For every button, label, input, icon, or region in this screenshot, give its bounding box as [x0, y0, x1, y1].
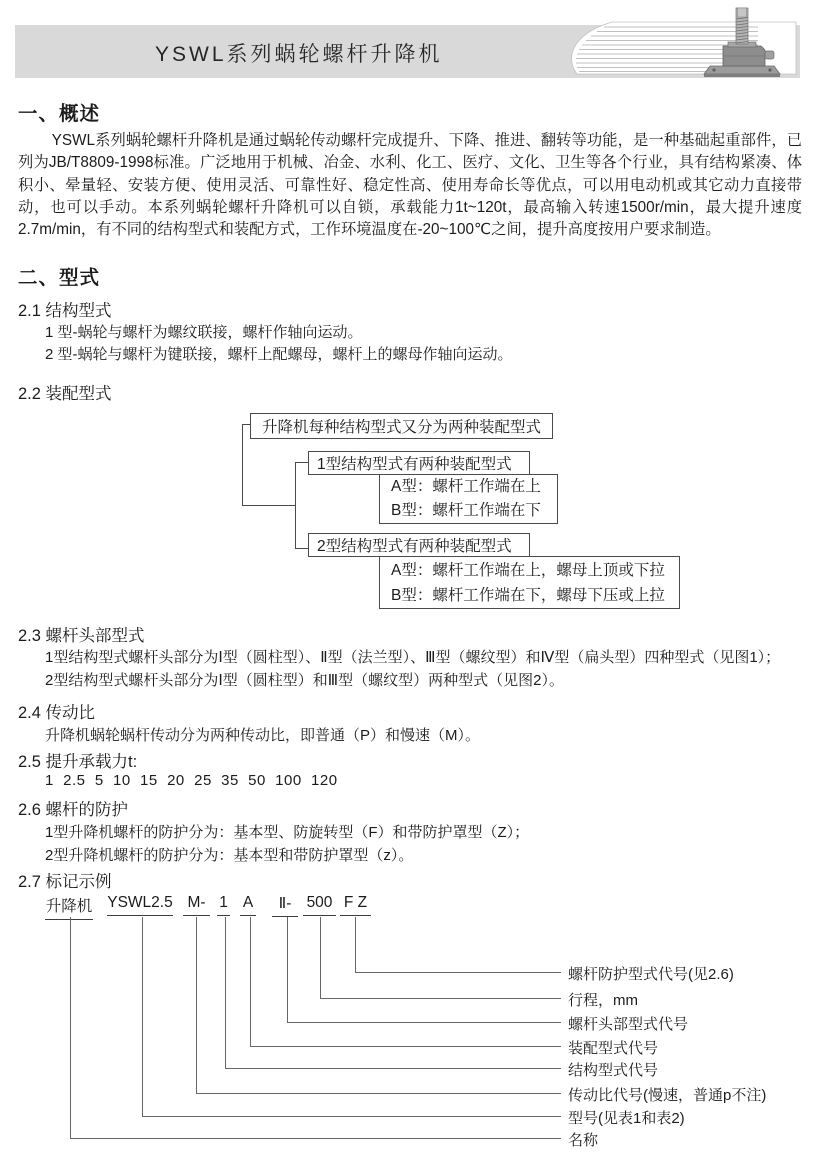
marking-token-structure: 1 [217, 894, 230, 916]
marking-token-assembly: A [240, 894, 256, 916]
callout-label: 传动比代号(慢速，普通p不注) [568, 1087, 767, 1104]
overview-paragraph: YSWL系列蜗轮螺杆升降机是通过蜗轮传动螺杆完成提升、下降、推进、翻转等功能，是一种基础起重部件，已列为JB/T8809-1998标准。广泛地用于机械、冶金、水利、化工、医疗、文化、卫生等各个行业，具有结构紧凑、体积小、晕量轻、安装方便、使用灵活、可靠性好、稳定性高、使用寿命长等优点，可以用电动机或其它动力直接带动，也可以手动。本系列蜗轮螺杆升降机可以自锁，承载能力1t~120t，最高输入转速1500r/min，最大提升速度2.7m/min，有不同的结构型式和装配方式，工作环境温度在-20~100℃之间，提升高度按用户要求制造。 [18, 132, 802, 239]
page-title: YSWL系列蜗轮螺杆升降机 [155, 43, 443, 66]
diagram-connector [242, 505, 295, 506]
marking-token-ratio: M- [183, 894, 210, 916]
diagram-box-root: 升降机每种结构型式又分为两种装配型式 [250, 413, 553, 439]
diagram-line: A型：螺杆工作端在上，螺母上顶或下拉 [391, 561, 665, 579]
section-2-1-heading: 2.1 结构型式 [18, 302, 112, 320]
marking-token-protection: F Z [340, 894, 371, 916]
diagram-line: B型：螺杆工作端在下 [391, 502, 541, 519]
marking-token-head: Ⅱ- [272, 894, 298, 917]
body-line: 2型结构型式螺杆头部分为Ⅰ型（圆柱型）和Ⅲ型（螺纹型）两种型式（见图2）。 [45, 672, 564, 689]
body-line: 1型结构型式螺杆头部分为Ⅰ型（圆柱型）、Ⅱ型（法兰型）、Ⅲ型（螺纹型）和Ⅳ型（扁头型）四种型式（见图1）； [45, 649, 781, 666]
diagram-connector [296, 462, 308, 463]
diagram-box-type1: 1型结构型式有两种装配型式 [308, 451, 530, 475]
section-2-heading: 二、型式 [18, 267, 101, 289]
section-2-6-heading: 2.6 螺杆的防护 [18, 801, 129, 819]
callout-label: 行程，mm [568, 992, 638, 1009]
body-line: 2型升降机螺杆的防护分为：基本型和带防护罩型（z）。 [45, 847, 414, 864]
diagram-connector [242, 424, 251, 506]
section-2-4-heading: 2.4 传动比 [18, 704, 96, 722]
callout-label: 结构型式代号 [568, 1062, 659, 1079]
diagram-box-type2-variants [379, 556, 680, 609]
section-2-7-heading: 2.7 标记示例 [18, 873, 112, 891]
body-line: 1型升降机螺杆的防护分为：基本型、防旋转型（F）和带防护罩型（Z）； [45, 824, 530, 841]
section-2-3-heading: 2.3 螺杆头部型式 [18, 627, 145, 645]
diagram-line: A型：螺杆工作端在上 [391, 478, 541, 495]
marking-token-travel: 500 [303, 894, 336, 916]
marking-token-name: 升降机 [45, 894, 93, 920]
diagram-connector [296, 548, 308, 549]
diagram-line: B型：螺杆工作端在下，螺母下压或上拉 [391, 586, 665, 604]
callout-line [355, 917, 561, 973]
diagram-connector [295, 462, 296, 549]
section-1-heading: 一、概述 [18, 103, 101, 125]
screw-jack-image [560, 2, 800, 80]
load-capacity-values: 1 2.5 5 10 15 20 25 35 50 100 120 [45, 772, 338, 789]
section-2-5-heading: 2.5 提升承载力t: [18, 753, 138, 771]
callout-label: 螺杆头部型式代号 [568, 1016, 689, 1033]
diagram-box-type2: 2型结构型式有两种装配型式 [308, 533, 530, 557]
body-line: 1 型-蜗轮与螺杆为螺纹联接，螺杆作轴向运动。 [45, 324, 363, 341]
section-2-2-heading: 2.2 装配型式 [18, 385, 112, 403]
body-line: 升降机蜗轮蜗杆传动分为两种传动比，即普通（P）和慢速（M）。 [45, 727, 481, 744]
callout-label: 型号(见表1和表2) [568, 1110, 685, 1127]
diagram-box-type1-variants [379, 474, 558, 524]
marking-token-model: YSWL2.5 [107, 894, 173, 916]
body-line: 2 型-蜗轮与螺杆为键联接，螺杆上配螺母，螺杆上的螺母作轴向运动。 [45, 346, 513, 363]
callout-label: 螺杆防护型式代号(见2.6) [568, 966, 734, 983]
callout-label: 名称 [568, 1132, 599, 1149]
callout-label: 装配型式代号 [568, 1040, 659, 1057]
